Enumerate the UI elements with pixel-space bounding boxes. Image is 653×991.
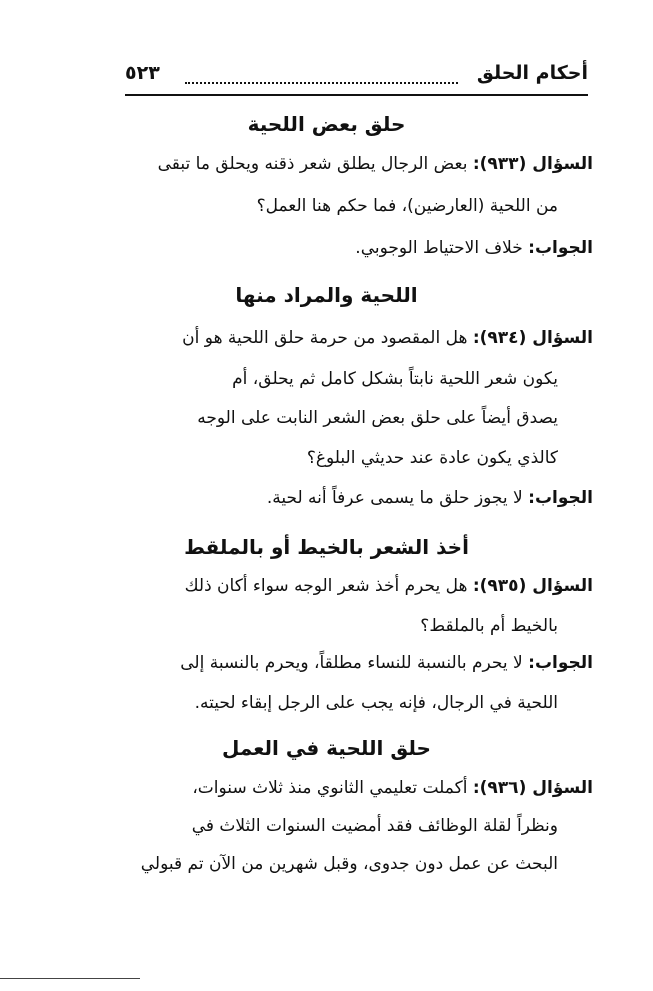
question-label: السؤال (٩٣٣):	[472, 154, 593, 174]
question-label: السؤال (٩٣٤):	[472, 328, 593, 348]
section-heading: حلق اللحية في العمل	[222, 736, 431, 760]
question-text: يصدق أيضاً على حلق بعض الشعر النابت على الوجه	[197, 408, 558, 428]
answer-line	[60, 485, 593, 511]
question-text: البحث عن عمل دون جدوى، وقبل شهرين من الآن تم قبولي	[140, 854, 558, 874]
question-text: أكملت تعليمي الثانوي منذ ثلاث سنوات،	[192, 778, 468, 798]
answer-line	[60, 650, 593, 676]
section-heading: حلق بعض اللحية	[247, 112, 406, 136]
footer-rule	[0, 978, 140, 979]
question-line	[60, 573, 593, 599]
running-header	[125, 60, 588, 96]
question-label: السؤال (٩٣٥):	[472, 576, 593, 596]
question-line	[60, 775, 593, 801]
header-title: أحكام الحلق	[476, 62, 588, 84]
answer-text: اللحية في الرجال، فإنه يجب على الرجل إبقاء لحيته.	[194, 693, 558, 713]
header-leader-dots	[185, 68, 458, 84]
page-number: ٥٢٣	[125, 62, 160, 84]
answer-label: الجواب:	[528, 653, 593, 673]
answer-text: لا يحرم بالنسبة للنساء مطلقاً، ويحرم بالنسبة إلى	[180, 653, 523, 673]
question-text: يكون شعر اللحية نابتاً بشكل كامل ثم يحلق، أم	[232, 369, 558, 389]
question-text: بالخيط أم بالملقط؟	[420, 616, 558, 636]
section-heading: اللحية والمراد منها	[235, 283, 418, 307]
section-heading: أخذ الشعر بالخيط أو بالملقط	[184, 535, 469, 559]
question-text: من اللحية (العارضين)، فما حكم هنا العمل؟	[256, 196, 558, 216]
question-text: كالذي يكون عادة عند حديثي البلوغ؟	[306, 448, 558, 468]
answer-label: الجواب:	[528, 488, 593, 508]
answer-label: الجواب:	[528, 238, 593, 258]
answer-text: خلاف الاحتياط الوجوبي.	[355, 238, 523, 258]
question-text: هل يحرم أخذ شعر الوجه سواء أكان ذلك	[184, 576, 468, 596]
question-text: بعض الرجال يطلق شعر ذقنه ويحلق ما تبقى	[157, 154, 468, 174]
answer-text: لا يجوز حلق ما يسمى عرفاً أنه لحية.	[266, 488, 523, 508]
question-text: هل المقصود من حرمة حلق اللحية هو أن	[182, 328, 468, 348]
question-text: ونظراً لقلة الوظائف فقد أمضيت السنوات الثلاث في	[191, 816, 558, 836]
answer-line	[60, 235, 593, 261]
question-line	[60, 325, 593, 351]
question-label: السؤال (٩٣٦):	[472, 778, 593, 798]
question-line	[60, 151, 593, 177]
